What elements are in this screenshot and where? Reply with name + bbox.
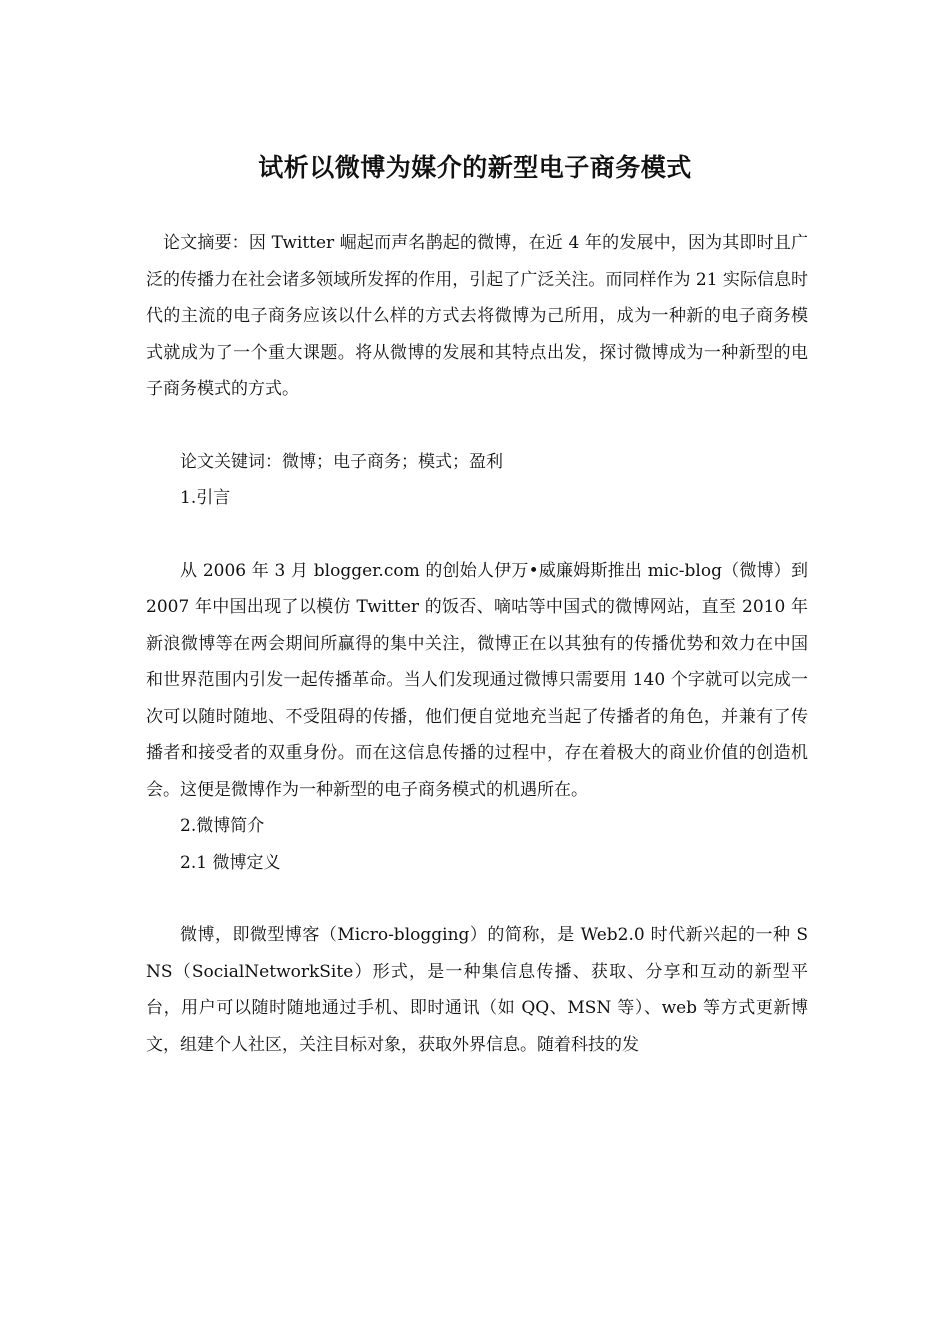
section-2-1-paragraph: 微博，即微型博客（Micro-blogging）的简称，是 Web2.0 时代新兴起的一种 SNS（SocialNetworkSite）形式，是一种集信息传播、获取、分享和互动的新型平台，用户可以随时随地通过手机、即时通讯（如 QQ、MSN 等）、web 等方式更新博文，组建个人社区，关注目标对象，获取外界信息。随着科技的发	[146, 925, 808, 1055]
section-2-1-heading: 2.1 微博定义	[180, 852, 281, 873]
document-body	[146, 225, 808, 1063]
abstract-paragraph: 论文摘要：因 Twitter 崛起而声名鹊起的微博，在近 4 年的发展中，因为其即时且广泛的传播力在社会诸多领域所发挥的作用，引起了广泛关注。而同样作为 21 实际信息时代的主流的电子商务应该以什么样的方式去将微博为己所用，成为一种新的电子商务模式就成为了一个重大课题。将从微博的发展和其特点出发，探讨微博成为一种新型的电子商务模式的方式。	[146, 233, 808, 399]
section-2-heading: 2.微博简介	[180, 816, 265, 836]
document-title: 试析以微博为媒介的新型电子商务模式	[258, 152, 692, 182]
keywords-paragraph: 论文关键词：微博；电子商务；模式；盈利	[180, 451, 503, 472]
section-1-paragraph: 从 2006 年 3 月 blogger.com 的创始人伊万•威廉姆斯推出 mic-blog（微博）到 2007 年中国出现了以模仿 Twitter 的饭否、嘀咕等中国式的微博网站，直至 2010 年新浪微博等在两会期间所赢得的集中关注，微博正在以其独有的传播优势和效力在中国和世界范围内引发一起传播革命。当人们发现通过微博只需要用 140 个字就可以完成一次可以随时随地、不受阻碍的传播，他们便自觉地充当起了传播者的角色，并兼有了传播者和接受者的双重身份。而在这信息传播的过程中，存在着极大的商业价值的创造机会。这便是微博作为一种新型的电子商务模式的机遇所在。	[146, 560, 809, 800]
section-1-heading: 1.引言	[180, 488, 231, 508]
